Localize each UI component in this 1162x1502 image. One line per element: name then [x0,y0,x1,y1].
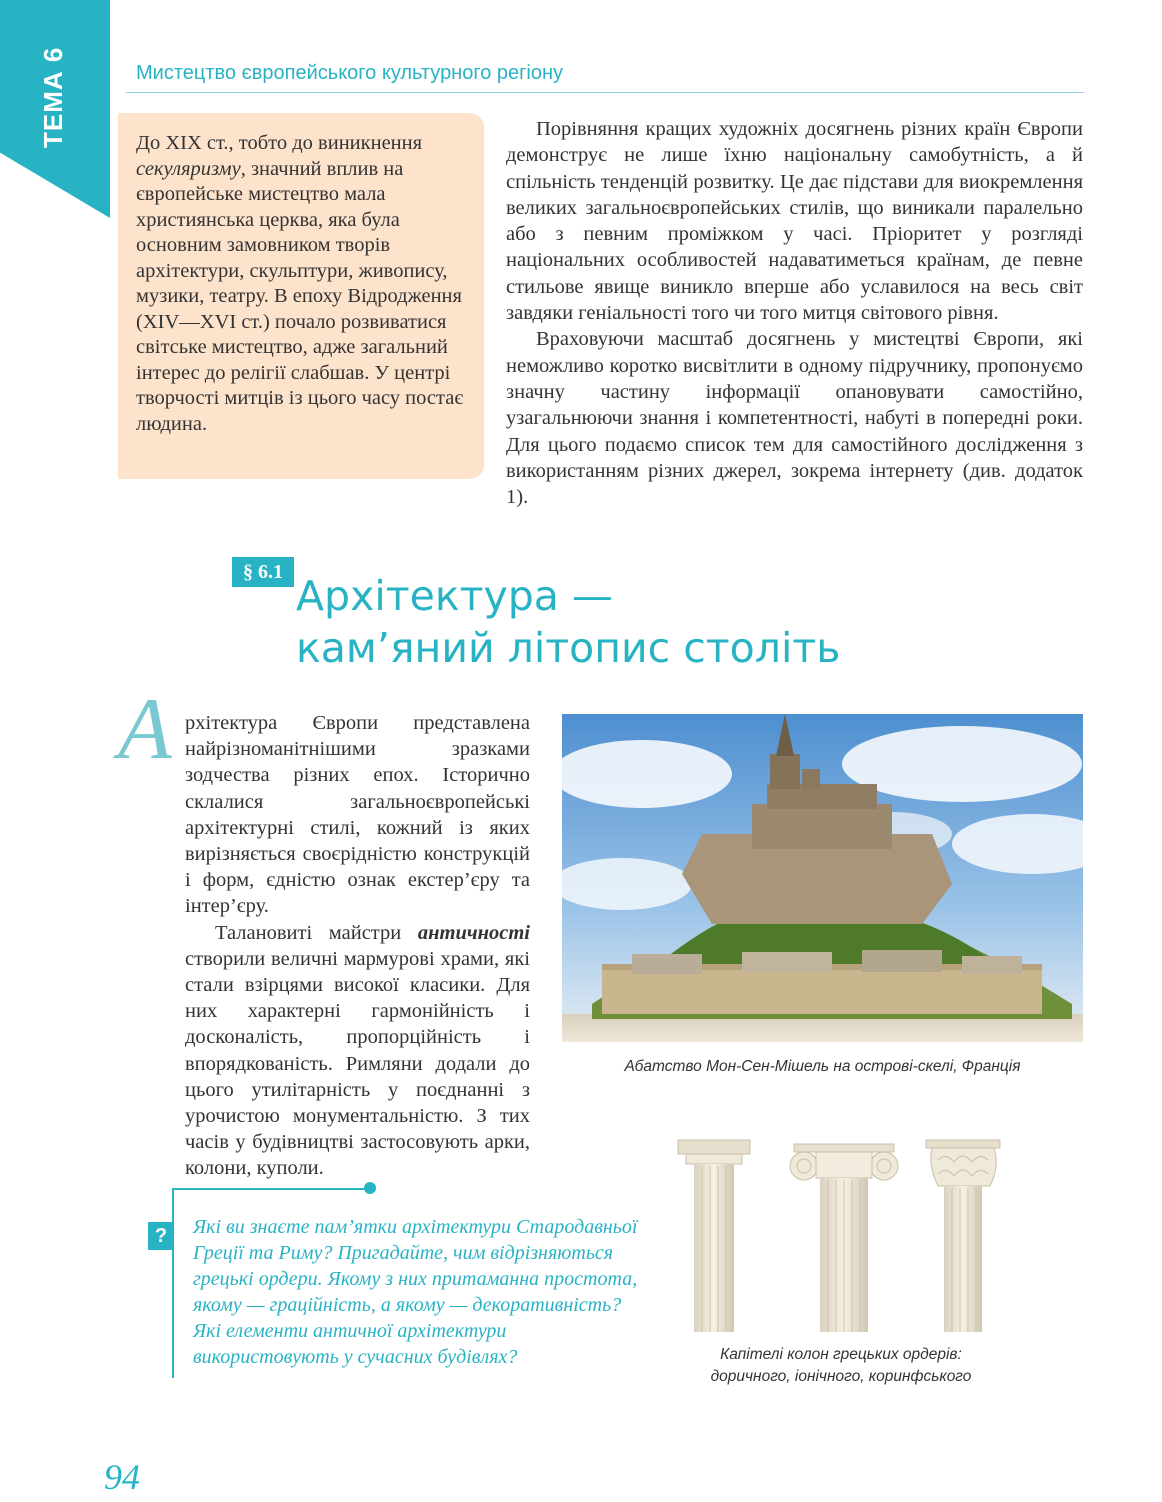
mont-saint-michel-illustration [562,714,1083,1042]
columns-caption-line-1: Капітелі колон грецьких ордерів: [720,1346,962,1363]
question-text: Які ви знаєте пам’ятки архітектури Стародавньої Греції та Риму? Пригадайте, чим відрізняються грецькі ордери. Якому з них притаманна простота, якому — грацiйність, а якому — декоративність? Які елементи античної архітектури використовують у сучасних будівлях? [193,1216,638,1368]
sidebar-note [118,113,484,479]
columns-caption-line-2: доричного, іонічного, коринфського [710,1368,972,1385]
columns-caption [676,1344,1006,1388]
body-p2-end: створили величні мармурові храми, які стали взірцями високої класики. Для них характерні гармонійність і досконалість, пропорційність і впорядкованість. Римляни додали до цього утилітарність у поєднанні з урочистою монументальністю. З тих часів у будівництві застосовують арки, колони, куполи. [185,947,530,1180]
section-title [296,570,840,674]
photo-caption: Абатство Мон-Сен-Мішель на острові-скелі, Франція [624,1058,1021,1075]
mont-saint-michel-photo [562,714,1083,1042]
body-p2-start: Талановиті майстри [215,921,418,944]
doric-column [678,1140,750,1332]
sidebar-text-2: , значний вплив на європейське мистецтво мала християнська церква, яка була основним замовником творів архітектури, скульптури, живопису, музики, театру. В епоху Відродження (XIV—XVI ст.) почало розвиватися світське мистецтво, адже загальний інтерес до релігії слабшав. У центрі творчості митців із цього часу постає людина. [136,157,464,435]
header-rule [126,92,1084,93]
page-number: 94 [104,1457,140,1497]
intro-paragraph-2: Враховуючи масштаб досягнень у мистецтві Європи, які неможливо коротко висвітлити в одному підручнику, пропонуємо значну частину інформації опановувати самостійно, узагальнюючи знання і компетентності, набуті в попередні роки. Для цього подаємо список тем для самостійного дослідження з використанням різних джерел, зокрема інтернету (див. додаток 1). [506,328,1083,509]
section-title-line-1: Архітектура — [296,572,613,620]
question-icon: ? [148,1222,174,1250]
intro-text [506,116,1083,510]
sidebar-text-1: До XIX ст., тобто до виникнення [136,132,423,154]
body-term-antiquity: античності [417,921,530,944]
ionic-column [790,1144,898,1332]
question-frame-dot [364,1182,376,1194]
tema-label: ТЕМА 6 [38,46,68,148]
section-number: § 6.1 [232,557,294,587]
sidebar-term: секуляризму [136,157,241,180]
greek-columns-image [676,1136,1006,1332]
greek-orders-illustration [676,1136,1006,1332]
corinthian-column [926,1140,1000,1332]
intro-paragraph-1: Порівняння кращих художніх досягнень різних країн Європи демонструє не лише їхню національну самобутність, а й спільність тенденцій розвитку. Це дає підстави для виокремлення великих загальноєвропейських стилів, що виникали паралельно або з певним проміжком у часі. Пріоритет у розгляді національних особливостей надаватиметься країнам, де певне стильове явище виникло вперше або уславилося на весь світ завдяки геніальності того чи того митця світового рівня. [506,118,1083,325]
body-paragraph-1: рхітектура Європи представлена найрізноманітнішими зразками зодчества різних епох. Історично склалися загальноєвропейські архітектурні стилі, кожний із яких вирізняється своєрідністю конструкцій і форм, єдністю ознак екстер’єру та інтер’єру. [185,712,530,918]
running-title: Мистецтво європейського культурного регіону [136,62,564,84]
body-paragraph-2 [185,920,530,1182]
dropcap: А [118,681,172,778]
section-title-line-2: кам’яний літопис століть [296,624,841,672]
body-text [185,710,530,1182]
